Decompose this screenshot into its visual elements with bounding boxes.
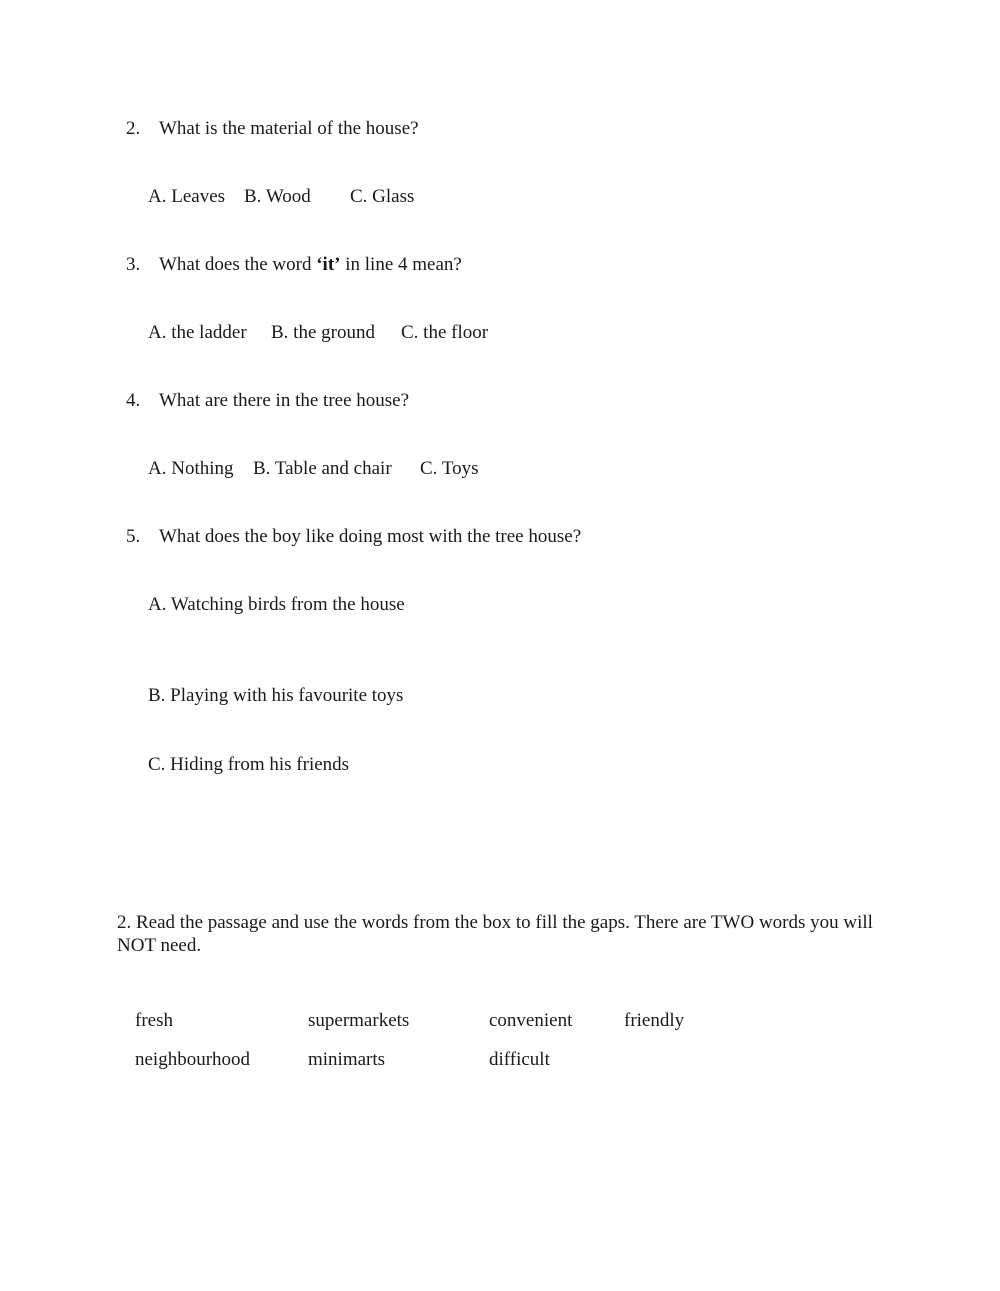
word-box-item: friendly [624, 1010, 685, 1031]
option-c: C. Hiding from his friends [148, 754, 350, 775]
word-box-item: minimarts [308, 1049, 386, 1070]
word-box-item: supermarkets [308, 1010, 410, 1031]
option-a: A. Nothing [148, 458, 234, 479]
option-c: C. the floor [401, 322, 489, 343]
question-text: What are there in the tree house? [159, 390, 410, 411]
question-text [159, 254, 462, 276]
option-b: B. Table and chair [253, 458, 392, 479]
question-number: 2. [126, 118, 141, 139]
section-2-instruction: 2. Read the passage and use the words from the box to fill the gaps. There are TWO words you will NOT need. [117, 912, 873, 956]
option-a: A. the ladder [148, 322, 247, 343]
word-box-item: difficult [489, 1049, 550, 1070]
question-text: What is the material of the house? [159, 118, 419, 139]
option-c: C. Toys [420, 458, 479, 479]
option-b: B. Wood [244, 186, 311, 207]
word-box-item: convenient [489, 1010, 573, 1031]
word-box-item: neighbourhood [135, 1049, 251, 1070]
question-text-part: in line 4 mean? [340, 254, 462, 275]
question-number: 3. [126, 254, 141, 275]
option-c: C. Glass [350, 186, 415, 207]
question-text-part: What does the word [159, 254, 317, 275]
question-text: What does the boy like doing most with the tree house? [159, 526, 582, 547]
quoted-word: ‘it’ [316, 254, 341, 275]
question-number: 4. [126, 390, 141, 411]
question-number: 5. [126, 526, 141, 547]
word-box-item: fresh [135, 1010, 173, 1031]
option-a: A. Watching birds from the house [148, 594, 405, 615]
option-b: B. Playing with his favourite toys [148, 685, 404, 706]
option-a: A. Leaves [148, 186, 226, 207]
option-b: B. the ground [271, 322, 375, 343]
